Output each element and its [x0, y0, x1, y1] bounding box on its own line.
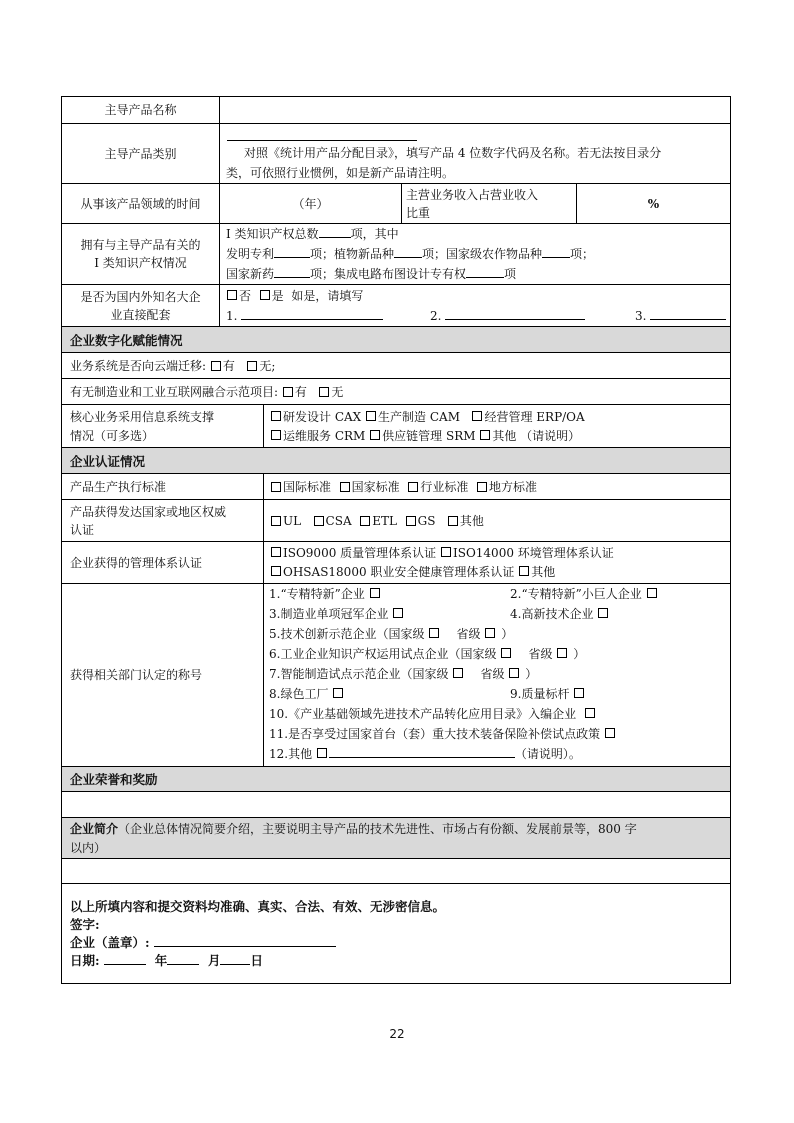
title-12-blank[interactable]	[329, 745, 515, 758]
supplier-blank-1[interactable]	[241, 307, 383, 320]
title-10-checkbox[interactable]	[585, 708, 595, 718]
category-instruction-2: 类，可依照行业惯例，如是新产品请注明。	[226, 166, 455, 180]
title-9-checkbox[interactable]	[574, 688, 584, 698]
industry-standard-checkbox[interactable]	[408, 482, 418, 492]
title-5-province-checkbox[interactable]	[485, 628, 495, 638]
product-name-label: 主导产品名称	[62, 97, 220, 123]
revenue-share-label: 主营业务收入占营业收入 比重	[402, 184, 577, 223]
title-6-national-checkbox[interactable]	[501, 648, 511, 658]
row-product-name	[62, 97, 730, 124]
supplier-blank-3[interactable]	[650, 307, 726, 320]
revenue-share-field[interactable]	[577, 184, 730, 223]
demo-no-checkbox[interactable]	[319, 387, 329, 397]
new-drug-blank[interactable]	[274, 265, 310, 278]
mgmt-label: 企业获得的管理体系认证	[62, 542, 264, 583]
national-standard-checkbox[interactable]	[340, 482, 350, 492]
crm-checkbox[interactable]	[271, 430, 281, 440]
ul-checkbox[interactable]	[271, 516, 281, 526]
cam-checkbox[interactable]	[366, 411, 376, 421]
date-label: 日期:	[70, 953, 100, 968]
company-seal-blank[interactable]	[154, 934, 336, 947]
etl-checkbox[interactable]	[360, 516, 370, 526]
title-7-national-checkbox[interactable]	[453, 668, 463, 678]
ic-layout-blank[interactable]	[466, 265, 504, 278]
local-standard-checkbox[interactable]	[477, 482, 487, 492]
demo-yes-checkbox[interactable]	[283, 387, 293, 397]
year-blank[interactable]	[104, 952, 146, 965]
product-name-field[interactable]	[220, 97, 730, 123]
supplier-blank-2[interactable]	[445, 307, 585, 320]
csa-checkbox[interactable]	[314, 516, 324, 526]
standard-label: 产品生产执行标准	[62, 474, 264, 499]
plant-variety-blank[interactable]	[394, 245, 422, 258]
row-mgmt-cert	[62, 542, 730, 584]
category-fill-line	[227, 140, 417, 141]
srm-checkbox[interactable]	[370, 430, 380, 440]
supplier-yes-checkbox[interactable]	[260, 290, 270, 300]
row-supplier	[62, 285, 730, 327]
section-honor: 企业荣誉和奖励	[62, 767, 730, 792]
title-6-province-checkbox[interactable]	[557, 648, 567, 658]
authority-options: UL CSA ETL GS 其他	[264, 500, 730, 541]
years-unit: （年）	[292, 196, 329, 211]
row-ip	[62, 224, 730, 285]
gs-checkbox[interactable]	[406, 516, 416, 526]
iso9000-checkbox[interactable]	[271, 547, 281, 557]
title-5-national-checkbox[interactable]	[429, 628, 439, 638]
honor-field[interactable]	[62, 792, 730, 818]
company-seal-label: 企业（盖章）:	[70, 935, 150, 950]
row-years-revenue	[62, 184, 730, 224]
declaration-statement: 以上所填内容和提交资料均准确、真实、合法、有效、无涉密信息。	[70, 899, 446, 914]
row-product-category	[62, 124, 730, 184]
row-titles	[62, 584, 730, 767]
systems-options: 研发设计 CAX 生产制造 CAM 经营管理 ERP/OA 运维服务 CRM 供应链管理 SRM 其他 （请说明）	[264, 405, 730, 447]
mgmt-options: ISO9000 质量管理体系认证 ISO14000 环境管理体系认证 OHSAS18000 职业安全健康管理体系认证 其他	[264, 542, 730, 583]
row-systems	[62, 405, 730, 448]
title-2-checkbox[interactable]	[647, 588, 657, 598]
supplier-field: 否 是 如是，请填写 1. 2. 3.	[220, 285, 730, 326]
row-demo-project: 有无制造业和工业互联网融合示范项目: 有 无	[62, 379, 730, 405]
day-blank[interactable]	[220, 952, 250, 965]
title-11-checkbox[interactable]	[605, 728, 615, 738]
iso14000-checkbox[interactable]	[441, 547, 451, 557]
years-field[interactable]	[220, 184, 402, 223]
section-digital: 企业数字化赋能情况	[62, 327, 730, 353]
row-authority-cert	[62, 500, 730, 542]
product-category-label: 主导产品类别	[62, 124, 220, 183]
row-standard	[62, 474, 730, 500]
ip-label: 拥有与主导产品有关的 I 类知识产权情况	[62, 224, 220, 284]
intl-standard-checkbox[interactable]	[271, 482, 281, 492]
other-cert-checkbox[interactable]	[448, 516, 458, 526]
cloud-no-checkbox[interactable]	[247, 361, 257, 371]
titles-options: 1.“专精特新”企业 2.“专精特新”小巨人企业 3.制造业单项冠军企业 4.高新技术企业 5.技术创新示范企业（国家级 省级 ） 6.工业企业知识产权运用试点企业（国家级 省级 ） 7.智能制造试点示范企业（国家级 省级 ） 8.绿色工厂 9.质量标杆 10.《产业基础领域先进技术产品转化应用目录》入编企业 11.是否享受过国家首台（套）重大技术装备保险补偿试点政策 12.其他 （请说明）。	[264, 584, 730, 766]
declaration-block: 以上所填内容和提交资料均准确、真实、合法、有效、无涉密信息。 签字: 企业（盖章）: 日期: 年 月 日	[70, 899, 446, 968]
intro-field[interactable]	[62, 859, 730, 884]
signature-label: 签字:	[70, 917, 100, 932]
section-intro: 企业简介（企业总体情况简要介绍，主要说明主导产品的技术先进性、市场占有份额、发展前景等，800 字 以内）	[62, 818, 730, 859]
product-category-field[interactable]	[220, 124, 730, 183]
titles-label: 获得相关部门认定的称号	[62, 584, 264, 766]
title-3-checkbox[interactable]	[393, 608, 403, 618]
title-12-checkbox[interactable]	[317, 748, 327, 758]
title-1-checkbox[interactable]	[370, 588, 380, 598]
authority-label: 产品获得发达国家或地区权威 认证	[62, 500, 264, 541]
ip-field[interactable]: I 类知识产权总数 项，其中 发明专利 项；植物新品种 项；国家级农作物品种 项； 国家新药 项；集成电路布图设计专有权 项	[226, 227, 595, 281]
row-cloud: 业务系统是否向云端迁移: 有 无;	[62, 353, 730, 379]
cax-checkbox[interactable]	[271, 411, 281, 421]
percent-sign: %	[647, 196, 660, 211]
supplier-label: 是否为国内外知名大企 业直接配套	[62, 285, 220, 326]
years-label: 从事该产品领域的时间	[62, 184, 220, 223]
standard-options: 国际标准 国家标准 行业标准 地方标准	[264, 474, 730, 499]
category-instruction-1: 对照《统计用产品分配目录》，填写产品 4 位数字代码及名称。若无法按目录分	[244, 146, 662, 160]
cloud-yes-checkbox[interactable]	[211, 361, 221, 371]
section-cert: 企业认证情况	[62, 448, 730, 474]
erp-checkbox[interactable]	[472, 411, 482, 421]
systems-label: 核心业务采用信息系统支撑 情况（可多选）	[62, 405, 264, 447]
title-7-province-checkbox[interactable]	[509, 668, 519, 678]
page-number: 22	[389, 1027, 405, 1041]
title-8-checkbox[interactable]	[333, 688, 343, 698]
ip-total-blank[interactable]	[319, 225, 351, 238]
ohsas-checkbox[interactable]	[271, 566, 281, 576]
month-blank[interactable]	[167, 952, 199, 965]
crop-variety-blank[interactable]	[542, 245, 570, 258]
other-system-checkbox[interactable]	[480, 430, 490, 440]
supplier-no-checkbox[interactable]	[227, 290, 237, 300]
invention-patent-blank[interactable]	[274, 245, 310, 258]
title-4-checkbox[interactable]	[598, 608, 608, 618]
application-form	[61, 96, 731, 984]
other-mgmt-checkbox[interactable]	[519, 566, 529, 576]
